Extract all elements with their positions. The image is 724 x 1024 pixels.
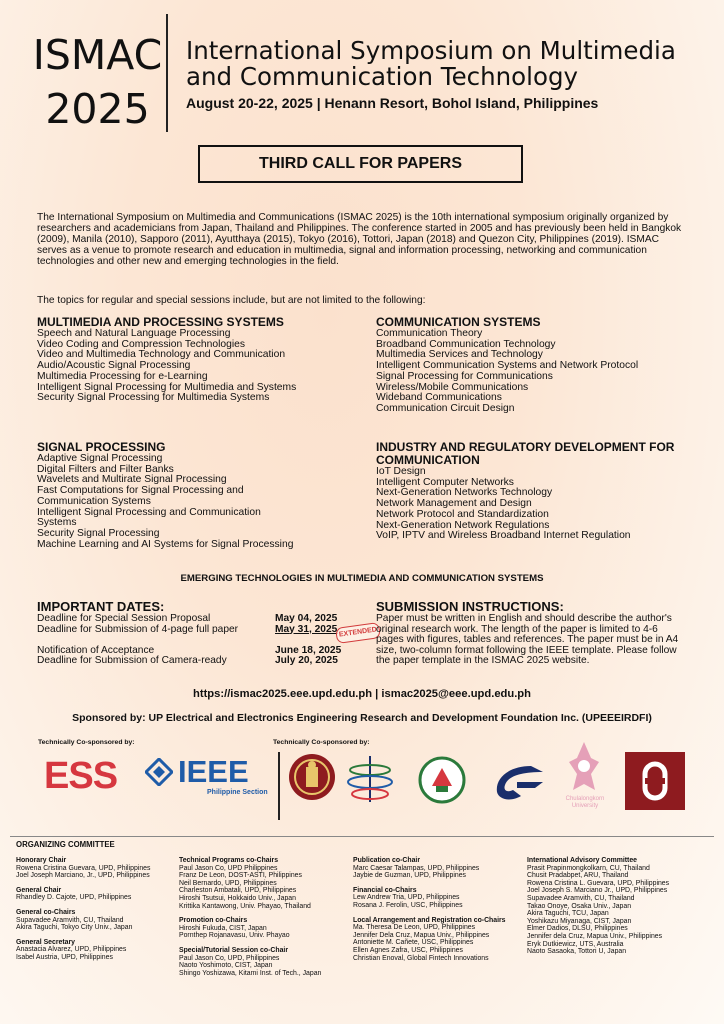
ieee-logo: IEEE [178, 754, 249, 789]
topic-item: Digital Filters and Filter Banks [37, 463, 174, 475]
date-label: Deadline for Submission of Camera-ready [37, 655, 227, 666]
committee-group [179, 857, 351, 910]
committee-group [16, 857, 176, 880]
org-committee-title: ORGANIZING COMMITTEE [16, 840, 115, 849]
group-title: Promotion co-Chairs [179, 917, 248, 925]
date-value: July 20, 2025 [275, 655, 338, 666]
member: Krittika Kantawong, Univ. Phayao, Thailand [179, 902, 311, 910]
org-divider [10, 836, 714, 837]
section-title: SIGNAL PROCESSING [37, 440, 166, 454]
important-dates [37, 600, 367, 677]
committee-group [179, 917, 351, 940]
member: Hiroshi Tsutsui, Hokkaido Univ., Japan [179, 894, 296, 902]
topic-item: Intelligent Signal Processing and Communication Systems [37, 506, 261, 529]
extended-stamp: EXTENDED [335, 622, 381, 644]
topic-item: Multimedia Processing for e-Learning [37, 370, 208, 382]
member: Lew Andrew Tria, UPD, Philippines [353, 894, 460, 902]
dates-venue: August 20-22, 2025 | Henann Resort, Bohol Island, Philippines [186, 95, 599, 111]
topic-item: Security Signal Processing for Multimedia Systems [37, 392, 270, 404]
org-column-1 [16, 857, 176, 969]
topic-item: Audio/Acoustic Signal Processing [37, 360, 191, 372]
committee-group [353, 857, 525, 880]
date-row [37, 614, 367, 625]
topic-section-industry [376, 441, 696, 542]
date-value: June 18, 2025 [275, 644, 342, 656]
member: Chusit Pradabpet, ARU, Thailand [527, 872, 629, 880]
chulalongkorn-logo-icon [561, 740, 607, 801]
topic-item: Video Coding and Compression Technologies [37, 338, 245, 350]
topic-item: Multimedia Services and Technology [376, 349, 543, 361]
topic-item: Network Management and Design [376, 498, 532, 510]
member: Yoshikazu Miyanaga, CIST, Japan [527, 917, 632, 925]
conference-logo [30, 28, 165, 136]
member: Marc Caesar Talampas, UPD, Philippines [353, 864, 480, 872]
group-title: General Secretary [16, 938, 75, 946]
topic-item: Intelligent Communication Systems and Network Protocol [376, 360, 639, 372]
member: Paul Jason Co, UPD, Philippines [179, 954, 280, 962]
member: Ma. Theresa De Leon, UPD, Philippines [353, 924, 476, 932]
cosponsor-label-left: Technically Co-sponsored by: [38, 739, 135, 746]
member: Hiroshi Fukuda, CIST, Japan [179, 924, 267, 932]
group-title: Financial co-Chairs [353, 886, 417, 894]
date-row [37, 625, 367, 646]
date-value: May 31, 2025 [275, 623, 338, 635]
title-line-1: International Symposium on Multimedia [186, 36, 676, 65]
topic-item: Speech and Natural Language Processing [37, 328, 231, 339]
topic-section-communication [376, 316, 696, 415]
topic-item: Adaptive Signal Processing [37, 453, 163, 464]
year: 2025 [45, 85, 150, 133]
member: Jennifer Dela Cruz, Mapua Univ., Philippines [353, 931, 490, 939]
topic-item: Video and Multimedia Technology and Communication [37, 349, 286, 361]
member: Franz De Leon, DOST-ASTI, Philippines [179, 872, 302, 880]
member: Elmer Dadios, DLSU, Philippines [527, 925, 628, 933]
section-title: INDUSTRY AND REGULATORY DEVELOPMENT FOR COMMUNICATION [376, 440, 675, 467]
topic-item: Communication Theory [376, 328, 483, 339]
member: Rowena Cristina L. Guevara, UPD, Philippines [527, 879, 670, 887]
member: Ellen Agnes Zafra, USC, Philippines [353, 946, 463, 954]
group-title: Local Arrangement and Registration co-Chairs [353, 916, 506, 924]
ieee-section-label: Philippine Section [207, 789, 268, 796]
member: Rowena Cristina Guevara, UPD, Philippines [16, 864, 151, 872]
sponsor-line: Sponsored by: UP Electrical and Electronics Engineering Research and Development Foundation Inc. (UPEEEIRDFI) [72, 712, 652, 724]
date-label: Deadline for Submission of 4-page full paper [37, 623, 239, 635]
topic-section-multimedia [37, 316, 357, 404]
member: Eryk Dutkiewicz, UTS, Australia [527, 940, 624, 948]
important-dates-title: IMPORTANT DATES: [37, 599, 165, 614]
member: Joel Joseph S. Marciano Jr., UPD, Philippines [527, 887, 668, 895]
member: Neil Bernardo, UPD, Philippines [179, 879, 277, 887]
cosponsor-label-right: Technically Co-sponsored by: [273, 739, 370, 746]
group-title: International Advisory Committee [527, 857, 638, 864]
topic-item: Next-Generation Network Regulations [376, 519, 550, 531]
group-title: Publication co-Chair [353, 857, 420, 864]
member: Akira Taguchi, TCU, Japan [527, 910, 609, 918]
title-line-2: and Communication Technology [186, 62, 579, 91]
university-crest-icon [418, 756, 466, 809]
topic-item: Intelligent Signal Processing for Multimedia and Systems [37, 381, 297, 393]
topic-item: Broadband Communication Technology [376, 338, 556, 350]
ieee-diamond-icon [145, 758, 173, 786]
committee-group [16, 939, 176, 962]
member: Supavadee Aramvith, CU, Thailand [16, 916, 124, 924]
committee-group [16, 909, 176, 932]
member: Supavadee Aramvith, CU, Thailand [527, 894, 635, 902]
member: Paul Jason Co, UPD Philippines [179, 864, 278, 872]
member: Pornthep Rojanavasu, Univ. Phayao [179, 932, 290, 940]
committee-group [16, 887, 176, 902]
topic-item: Intelligent Computer Networks [376, 476, 514, 488]
acronym: ISMAC [32, 31, 163, 79]
date-label: Notification of Acceptance [37, 644, 155, 656]
maroon-logo-icon [625, 752, 685, 810]
member: Shingo Yoshizawa, Kitami Inst. of Tech., Japan [179, 969, 322, 977]
submission-text: Paper must be written in English and should describe the author's original research work. The length of the paper is limited to 4-6 pages with figures, tables and references. The paper must be in A4 size, two-column format following the IEEE template. Please follow the paper template in the ISMAC 2025 website. [376, 613, 679, 667]
member: Prasit Prapinmongkolkarn, CU, Thailand [527, 864, 650, 872]
member: Christian Enoval, Global Fintech Innovations [353, 954, 489, 962]
group-title: Technical Programs co-Chairs [179, 857, 279, 864]
group-title: Special/Tutorial Session co-Chair [179, 946, 289, 954]
date-value: May 04, 2025 [275, 613, 338, 624]
committee-group [527, 857, 717, 956]
topic-item: Security Signal Processing [37, 527, 160, 539]
date-label: Deadline for Special Session Proposal [37, 613, 211, 624]
topics-intro: The topics for regular and special sessions include, but are not limited to the following: [37, 295, 426, 306]
topic-item: Next-Generation Networks Technology [376, 487, 553, 499]
member: Jennifer dela Cruz, Mapua Univ., Philippines [527, 932, 663, 940]
member: Jaybie de Guzman, UPD, Philippines [353, 872, 466, 880]
topic-item: Fast Computations for Signal Processing and Communication Systems [37, 485, 244, 507]
member: Joel Joseph Marciano, Jr., UPD, Philippines [16, 872, 150, 880]
org-column-4 [527, 857, 717, 963]
topic-item: Wideband Communications [376, 392, 502, 404]
topic-item: Network Protocol and Standardization [376, 508, 549, 520]
emerging-tech-heading: EMERGING TECHNOLOGIES IN MULTIMEDIA AND COMMUNICATION SYSTEMS [180, 573, 544, 584]
topic-item: Machine Learning and AI Systems for Signal Processing [37, 538, 294, 550]
member: Akira Taguchi, Tokyo City Univ., Japan [16, 924, 133, 932]
member: Charleston Ambatali, UPD, Philippines [179, 887, 297, 895]
call-for-papers-banner: THIRD CALL FOR PAPERS [198, 145, 523, 183]
antenna-logo-icon [345, 752, 395, 811]
member: Naoto Sasaoka, Tottori U, Japan [527, 948, 627, 956]
group-title: General Chair [16, 886, 62, 894]
topic-section-signal [37, 441, 327, 550]
submission-title: SUBMISSION INSTRUCTIONS: [376, 599, 564, 614]
header-divider [166, 14, 168, 132]
committee-group [353, 917, 525, 963]
member: Isabel Austria, UPD, Philippines [16, 953, 113, 961]
chulalongkorn-label: Chulalongkorn University [565, 796, 605, 809]
member: Rhandley D. Cajote, UPD, Philippines [16, 894, 132, 902]
group-title: General co-Chairs [16, 908, 76, 916]
ess-logo: ESS [44, 755, 118, 797]
member: Naoto Yoshimoto, CIST, Japan [179, 962, 273, 970]
swoosh-logo-icon [487, 760, 547, 809]
section-title: MULTIMEDIA AND PROCESSING SYSTEMS [37, 315, 284, 329]
up-seal-icon [287, 752, 337, 807]
org-column-3 [353, 857, 525, 969]
org-column-2 [179, 857, 351, 984]
member: Antoniette M. Cañete, USC, Philippines [353, 939, 474, 947]
group-title: Honorary Chair [16, 857, 67, 864]
committee-group [353, 887, 525, 910]
topic-item: VoIP, IPTV and Wireless Broadband Internet Regulation [376, 530, 631, 542]
logo-divider [278, 752, 280, 820]
topic-item: Wavelets and Multirate Signal Processing [37, 474, 227, 486]
intro-paragraph: The International Symposium on Multimedia and Communications (ISMAC 2025) is the 10th international symposium originally organized by researchers and academicians from Japan, Thailand and Philippines. The conference started in 2005 and has previously been held in Bangkok (2009), Manila (2010), Sapporo (2011), Ayutthaya (2015), Tokyo (2016), Tottori, Japan (2018) and Quezon City, Philippines (2019). ISMAC serves as a venue to promote research and education in multimedia, signal and information processing, networking and communication technologies and other new and emerging technologies in the field. [37, 212, 682, 267]
section-title: COMMUNICATION SYSTEMS [376, 315, 541, 329]
member: Takao Onoye, Osaka Univ., Japan [527, 902, 632, 910]
conference-title [186, 38, 676, 90]
submission-instructions [376, 600, 688, 667]
committee-group [179, 947, 351, 977]
member: Anastacia Alvarez, UPD, Philippines [16, 946, 127, 954]
date-row [37, 656, 367, 677]
topic-item: Communication Circuit Design [376, 402, 515, 414]
topic-item: IoT Design [376, 466, 426, 477]
topic-item: Signal Processing for Communications [376, 370, 553, 382]
website-email-links[interactable]: https://ismac2025.eee.upd.edu.ph | ismac2025@eee.upd.edu.ph [193, 688, 531, 700]
topic-item: Wireless/Mobile Communications [376, 381, 529, 393]
member: Rosana J. Ferolin, USC, Philippines [353, 901, 463, 909]
